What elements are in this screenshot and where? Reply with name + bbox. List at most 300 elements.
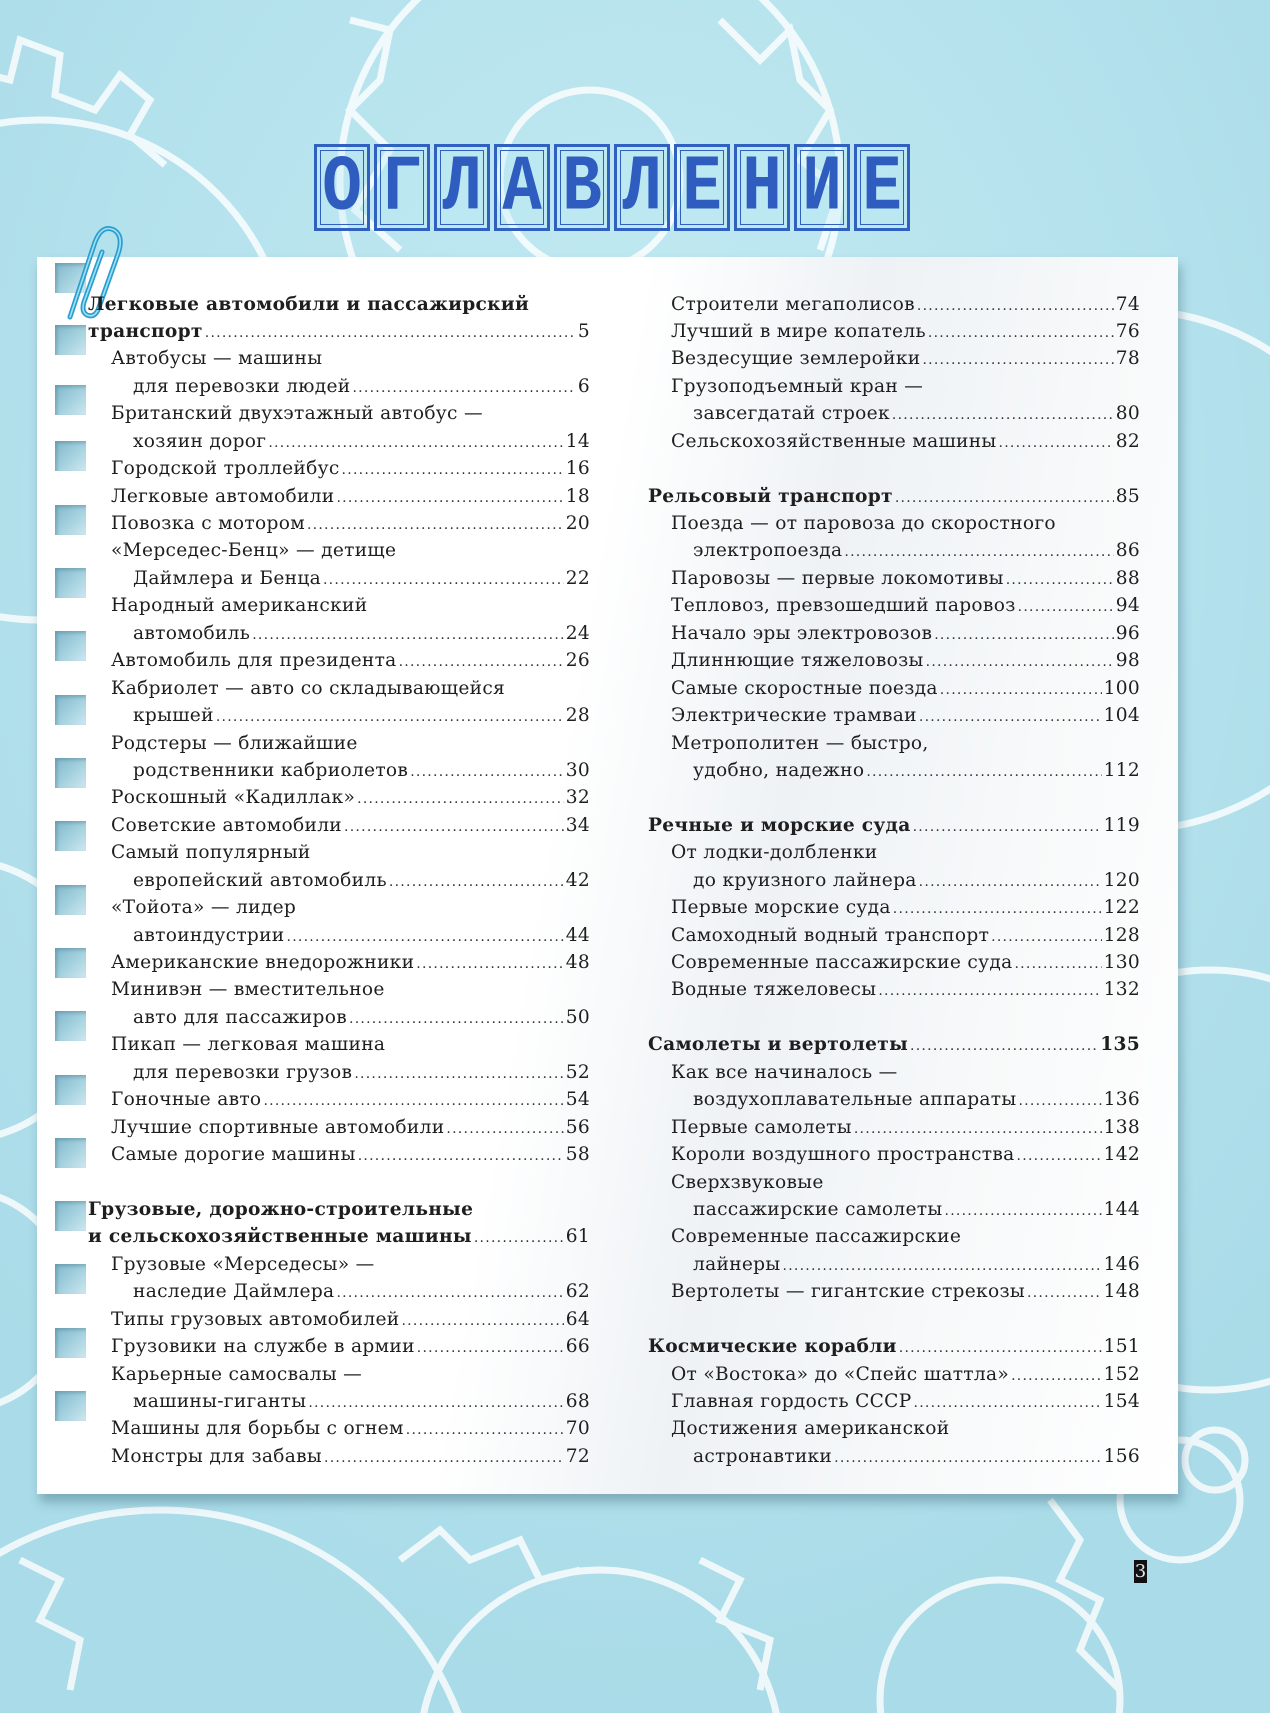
dot-leader — [928, 320, 1114, 347]
dot-leader — [342, 457, 564, 484]
toc-page-number: 16 — [565, 458, 590, 480]
toc-entry-title: Достижения американской — [671, 1418, 950, 1440]
toc-page-number: 48 — [565, 952, 590, 973]
toc-page-number: 24 — [565, 622, 590, 644]
title-letter-box: Н — [734, 144, 790, 231]
dot-leader — [307, 512, 564, 539]
toc-page-number: 88 — [1115, 567, 1140, 589]
toc-entry-title: Народный американский — [111, 595, 368, 617]
toc-entry-title: Первые самолеты — [671, 1116, 852, 1138]
notebook-hole — [55, 1201, 86, 1231]
toc-page-number: 26 — [565, 650, 590, 672]
toc-entry-title: Лучший в мире копатель — [671, 320, 926, 342]
toc-entry[interactable] — [88, 1415, 590, 1442]
dot-leader — [1006, 567, 1114, 594]
toc-entry-title: до круизного лайнера — [693, 869, 917, 891]
dot-leader — [358, 1143, 564, 1170]
toc-entry-title: Вездесущие землеройки — [671, 348, 921, 370]
dot-leader — [205, 320, 576, 347]
toc-entry-title: удобно, надежно — [693, 759, 865, 781]
dot-leader — [401, 1308, 563, 1335]
toc-entry[interactable] — [88, 784, 590, 811]
toc-entry[interactable] — [88, 592, 590, 619]
toc-entry[interactable] — [88, 1388, 590, 1415]
toc-entry-title: Сверхзвуковые — [671, 1171, 824, 1193]
notebook-hole — [55, 948, 86, 978]
dot-leader — [878, 978, 1101, 1005]
toc-page-number: 86 — [1115, 540, 1140, 562]
toc-entry[interactable] — [88, 1141, 590, 1168]
dot-leader — [474, 1225, 564, 1252]
notebook-hole — [55, 885, 86, 915]
toc-page-number: 54 — [565, 1089, 590, 1111]
notebook-hole — [55, 1075, 86, 1105]
toc-entry[interactable] — [648, 400, 1140, 427]
toc-entry-title: Современные пассажирские суда — [671, 952, 1013, 973]
toc-spacer — [648, 1306, 1140, 1333]
toc-page-number: 28 — [565, 705, 590, 727]
toc-page-number: 20 — [565, 513, 590, 534]
toc-entry[interactable] — [88, 702, 590, 729]
dot-leader — [446, 1116, 563, 1143]
dot-leader — [344, 814, 564, 841]
toc-page-number: 44 — [565, 924, 590, 946]
dot-leader — [895, 485, 1114, 512]
dot-leader — [1018, 1088, 1101, 1115]
dot-leader — [917, 293, 1114, 320]
toc-page-number: 56 — [565, 1116, 590, 1138]
notebook-hole — [55, 758, 86, 788]
toc-entry-title: Самые дорогие машины — [111, 1144, 356, 1166]
toc-entry[interactable] — [648, 318, 1140, 345]
toc-entry[interactable] — [648, 1196, 1140, 1223]
toc-entry[interactable] — [648, 839, 1140, 866]
toc-entry[interactable] — [88, 730, 590, 757]
toc-entry-title: «Мерседес-Бенц» — детище — [111, 540, 397, 562]
dot-leader — [913, 814, 1102, 841]
toc-entry-title: крышей — [133, 705, 214, 727]
toc-entry[interactable] — [88, 647, 590, 674]
notebook-hole — [55, 1011, 86, 1041]
notebook-hole — [55, 505, 86, 535]
toc-entry[interactable] — [648, 949, 1140, 976]
toc-entry[interactable] — [88, 1278, 590, 1305]
dot-leader — [336, 1280, 563, 1307]
toc-entry-title: Типы грузовых автомобилей — [111, 1308, 400, 1330]
toc-spacer — [88, 1169, 590, 1196]
toc-entry-title: Сельскохозяйственные машины — [671, 430, 997, 452]
toc-entry[interactable] — [88, 1333, 590, 1360]
dot-leader — [910, 1033, 1098, 1060]
toc-entry[interactable] — [88, 1086, 590, 1113]
toc-entry[interactable] — [88, 1251, 590, 1278]
toc-entry-title: Рельсовый транспорт — [648, 485, 893, 507]
toc-entry[interactable] — [648, 428, 1140, 455]
dot-leader — [1011, 1363, 1102, 1390]
toc-page-number: 119 — [1103, 814, 1140, 836]
toc-entry[interactable] — [648, 1086, 1140, 1113]
toc-entry[interactable] — [648, 1388, 1140, 1415]
dot-leader — [926, 649, 1114, 676]
page-title — [314, 141, 910, 232]
dot-leader — [919, 704, 1102, 731]
toc-entry[interactable] — [648, 702, 1140, 729]
toc-page-number: 68 — [565, 1391, 590, 1412]
dot-leader — [349, 1006, 564, 1033]
toc-entry-title: Карьерные самосвалы — — [111, 1363, 363, 1385]
toc-entry[interactable] — [88, 1306, 590, 1333]
dot-leader — [922, 347, 1113, 374]
toc-entry-title: машины-гиганты — [133, 1391, 307, 1412]
toc-entry[interactable] — [648, 620, 1140, 647]
toc-section-heading[interactable] — [648, 483, 1140, 510]
toc-page-number: 30 — [565, 759, 590, 781]
dot-leader — [389, 869, 564, 896]
toc-entry[interactable] — [88, 1059, 590, 1086]
toc-page-number: 154 — [1103, 1391, 1140, 1412]
dot-leader — [844, 539, 1113, 566]
title-letter-box: И — [794, 144, 850, 231]
toc-entry-title: Роскошный «Кадиллак» — [111, 787, 356, 809]
notebook-hole — [55, 631, 86, 661]
toc-entry-title: автоиндустрии — [133, 924, 285, 946]
toc-page-number: 6 — [577, 375, 590, 397]
dot-leader — [417, 1335, 564, 1362]
toc-entry[interactable] — [88, 922, 590, 949]
toc-page-number: 122 — [1103, 897, 1140, 919]
dot-leader — [945, 1198, 1102, 1225]
notebook-hole — [55, 1391, 86, 1421]
toc-entry-title: Вертолеты — гигантские стрекозы — [671, 1281, 1026, 1303]
toc-entry-title: завсегдатай строек — [693, 403, 890, 425]
toc-entry-title: Самолеты и вертолеты — [648, 1034, 909, 1056]
toc-entry-title: Советские автомобили — [111, 814, 343, 836]
toc-entry-title: Метрополитен — быстро, — [671, 732, 929, 754]
toc-entry[interactable] — [648, 373, 1140, 400]
dot-leader — [1027, 1280, 1102, 1307]
toc-entry[interactable] — [648, 1059, 1140, 1086]
toc-section-heading[interactable] — [88, 1196, 590, 1223]
toc-page-number: 78 — [1115, 348, 1140, 370]
title-letter-box: Л — [614, 144, 670, 231]
toc-entry[interactable] — [648, 1223, 1140, 1250]
toc-entry[interactable] — [648, 647, 1140, 674]
toc-section-heading[interactable] — [88, 291, 590, 318]
toc-entry[interactable] — [648, 592, 1140, 619]
toc-entry-title: астронавтики — [693, 1445, 833, 1467]
dot-leader — [323, 567, 564, 594]
dot-leader — [899, 1335, 1102, 1362]
page-number-badge: 3 — [1134, 1561, 1147, 1582]
toc-page-number: 61 — [565, 1226, 590, 1248]
toc-page-number: 22 — [565, 567, 590, 589]
toc-page-number: 148 — [1103, 1281, 1140, 1303]
toc-entry[interactable] — [88, 428, 590, 455]
notebook-hole — [55, 385, 86, 415]
toc-entry-title: От «Востока» до «Спейс шаттла» — [671, 1363, 1010, 1385]
toc-page-number: 58 — [565, 1144, 590, 1166]
toc-page-number: 120 — [1103, 869, 1140, 891]
notebook-hole — [55, 568, 86, 598]
toc-entry[interactable] — [88, 976, 590, 1003]
title-letter-box: Е — [674, 144, 730, 231]
toc-entry-title: Самоходный водный транспорт — [671, 924, 990, 946]
toc-entry[interactable] — [648, 1361, 1140, 1388]
toc-entry[interactable] — [88, 675, 590, 702]
toc-entry[interactable] — [88, 455, 590, 482]
dot-leader — [999, 430, 1114, 457]
toc-entry[interactable] — [648, 1415, 1140, 1442]
toc-entry-title: европейский автомобиль — [133, 869, 387, 891]
dot-leader — [783, 1253, 1102, 1280]
dot-leader — [410, 759, 564, 786]
toc-entry[interactable] — [648, 675, 1140, 702]
toc-entry-title: Паровозы — первые локомотивы — [671, 567, 1004, 589]
toc-entry-title: Строители мегаполисов — [671, 293, 915, 315]
toc-page-number: 144 — [1103, 1198, 1140, 1220]
toc-entry-title: пассажирские самолеты — [693, 1198, 943, 1220]
toc-page-number: 85 — [1115, 485, 1140, 507]
dot-leader — [252, 622, 564, 649]
toc-entry-title: авто для пассажиров — [133, 1006, 347, 1028]
toc-entry-title: Гоночные авто — [111, 1089, 262, 1111]
toc-page-number: 128 — [1103, 924, 1140, 946]
toc-entry-title: Автомобиль для президента — [111, 650, 397, 672]
toc-entry[interactable] — [88, 839, 590, 866]
dot-leader — [354, 1061, 563, 1088]
toc-entry[interactable] — [648, 1141, 1140, 1168]
toc-entry-title: Лучшие спортивные автомобили — [111, 1116, 445, 1138]
toc-entry-title: Кабриолет — авто со складывающейся — [111, 677, 506, 699]
toc-entry-title: Грузовые «Мерседесы» — — [111, 1253, 375, 1275]
toc-entry-title: Главная гордость СССР — [671, 1391, 912, 1412]
toc-page-number: 42 — [565, 869, 590, 891]
toc-entry-title: Городской троллейбус — [111, 458, 340, 480]
notebook-hole — [55, 1328, 86, 1358]
dot-leader — [991, 924, 1101, 951]
dot-leader — [866, 759, 1101, 786]
dot-leader — [834, 1445, 1101, 1472]
title-letter-box: Г — [374, 144, 430, 231]
toc-page-number: 72 — [565, 1445, 590, 1467]
dot-leader — [263, 1088, 563, 1115]
toc-entry-title: Поезда — от паровоза до скоростного — [671, 513, 1056, 534]
toc-page-number: 146 — [1103, 1253, 1140, 1275]
toc-entry-title: Родстеры — ближайшие — [111, 732, 358, 754]
toc-entry[interactable] — [648, 976, 1140, 1003]
toc-page-number: 151 — [1103, 1336, 1140, 1358]
toc-entry-title: автомобиль — [133, 622, 251, 644]
toc-entry[interactable] — [88, 620, 590, 647]
toc-entry-title: Автобусы — машины — [111, 348, 323, 370]
toc-entry[interactable] — [648, 894, 1140, 921]
toc-entry-title: для перевозки людей — [133, 375, 351, 397]
toc-entry[interactable] — [88, 373, 590, 400]
toc-entry-title: Машины для борьбы с огнем — [111, 1418, 404, 1440]
toc-entry[interactable] — [88, 537, 590, 564]
dot-leader — [399, 649, 564, 676]
toc-entry[interactable] — [88, 949, 590, 976]
toc-page-number: 104 — [1103, 705, 1140, 727]
toc-entry[interactable] — [88, 1114, 590, 1141]
toc-page-number: 62 — [565, 1281, 590, 1303]
toc-entry[interactable] — [88, 345, 590, 372]
toc-entry[interactable] — [648, 345, 1140, 372]
toc-entry-title: Повозка с мотором — [111, 513, 305, 534]
dot-leader — [1014, 951, 1101, 978]
title-letter-box: Л — [434, 144, 490, 231]
toc-entry[interactable] — [648, 1169, 1140, 1196]
toc-page-number: 50 — [565, 1006, 590, 1028]
toc-page-number: 14 — [565, 430, 590, 452]
notebook-hole — [55, 325, 86, 355]
toc-entry[interactable] — [88, 510, 590, 537]
dot-leader — [892, 402, 1114, 429]
toc-entry[interactable] — [88, 757, 590, 784]
toc-entry[interactable] — [88, 894, 590, 921]
toc-page-number: 32 — [565, 787, 590, 809]
toc-entry[interactable] — [88, 812, 590, 839]
toc-entry-title: Британский двухэтажный автобус — — [111, 403, 483, 425]
toc-entry-title: Даймлера и Бенца — [133, 567, 321, 589]
toc-entry[interactable] — [88, 565, 590, 592]
toc-entry-title: наследие Даймлера — [133, 1281, 335, 1303]
dot-leader — [940, 677, 1102, 704]
toc-page-number: 74 — [1115, 293, 1140, 315]
title-letter-box: Е — [854, 144, 910, 231]
toc-spacer — [648, 455, 1140, 482]
toc-entry-title: Тепловоз, превзошедший паровоз — [671, 595, 1016, 617]
toc-left-column — [88, 291, 590, 1471]
toc-entry[interactable] — [648, 867, 1140, 894]
notebook-hole — [55, 695, 86, 725]
toc-entry-title: Монстры для забавы — [111, 1445, 323, 1467]
toc-entry[interactable] — [648, 565, 1140, 592]
dot-leader — [1017, 1143, 1102, 1170]
toc-entry[interactable] — [648, 1114, 1140, 1141]
toc-page-number: 80 — [1115, 403, 1140, 425]
toc-entry-title: Водные тяжеловесы — [671, 979, 877, 1001]
toc-entry-title: воздухоплавательные аппараты — [693, 1089, 1017, 1111]
toc-page-number: 98 — [1115, 650, 1140, 672]
toc-page-number: 76 — [1115, 320, 1140, 342]
toc-entry[interactable] — [88, 400, 590, 427]
toc-entry-title: Минивэн — вместительное — [111, 979, 385, 1001]
dot-leader — [914, 1390, 1102, 1417]
toc-page-number: 52 — [565, 1061, 590, 1083]
toc-entry-title: хозяин дорог — [133, 430, 267, 452]
toc-page-number: 132 — [1103, 979, 1140, 1001]
toc-entry-title: Пикап — легковая машина — [111, 1034, 386, 1056]
toc-page-number: 82 — [1115, 430, 1140, 452]
toc-section-heading[interactable] — [648, 1031, 1140, 1058]
toc-entry-title: Длиннющие тяжеловозы — [671, 650, 924, 672]
toc-entry-title: Самый популярный — [111, 842, 311, 864]
toc-entry-title: Первые морские суда — [671, 897, 891, 919]
toc-entry-title: электропоезда — [693, 540, 843, 562]
toc-entry-title: Легковые автомобили и пассажирский — [88, 293, 530, 315]
dot-leader — [416, 951, 563, 978]
toc-entry[interactable] — [88, 1443, 590, 1470]
toc-page-number: 66 — [565, 1336, 590, 1358]
toc-entry[interactable] — [648, 510, 1140, 537]
title-letter-box: О — [314, 144, 370, 231]
toc-section-heading[interactable] — [88, 1223, 590, 1250]
toc-section-heading[interactable] — [648, 1333, 1140, 1360]
notebook-hole — [55, 441, 86, 471]
toc-entry-title: От лодки-долбленки — [671, 842, 878, 864]
toc-page-number: 138 — [1103, 1116, 1140, 1138]
toc-page-number: 96 — [1115, 622, 1140, 644]
toc-page-number: 5 — [577, 320, 590, 342]
toc-entry[interactable] — [648, 1278, 1140, 1305]
toc-entry[interactable] — [88, 867, 590, 894]
toc-spacer — [648, 1004, 1140, 1031]
dot-leader — [934, 622, 1114, 649]
dot-leader — [287, 924, 564, 951]
toc-entry-title: лайнеры — [693, 1253, 781, 1275]
toc-entry[interactable] — [648, 922, 1140, 949]
toc-entry[interactable] — [88, 1361, 590, 1388]
dot-leader — [352, 375, 575, 402]
toc-entry-title: транспорт — [88, 320, 203, 342]
dot-leader — [268, 430, 563, 457]
toc-entry-title: для перевозки грузов — [133, 1061, 353, 1083]
toc-entry-title: родственники кабриолетов — [133, 759, 409, 781]
toc-entry-title: Космические корабли — [648, 1336, 897, 1358]
toc-entry-title: Как все начиналось — — [671, 1061, 898, 1083]
toc-page-number: 130 — [1103, 952, 1140, 973]
toc-page-number: 70 — [565, 1418, 590, 1440]
title-letter-box: А — [494, 144, 550, 231]
toc-entry[interactable] — [648, 537, 1140, 564]
dot-leader — [357, 786, 564, 813]
notebook-hole — [55, 1264, 86, 1294]
toc-entry-title: Речные и морские суда — [648, 814, 911, 836]
toc-entry-title: Начало эры электровозов — [671, 622, 933, 644]
toc-entry[interactable] — [88, 1031, 590, 1058]
toc-entry-title: Современные пассажирские — [671, 1226, 962, 1248]
dot-leader — [324, 1445, 564, 1472]
toc-page-number: 18 — [565, 485, 590, 507]
toc-entry[interactable] — [648, 1251, 1140, 1278]
toc-entry[interactable] — [88, 483, 590, 510]
toc-entry-title: Короли воздушного пространства — [671, 1144, 1015, 1166]
toc-entry[interactable] — [648, 1443, 1140, 1470]
toc-entry-title: Самые скоростные поезда — [671, 677, 938, 699]
toc-entry-title: Легковые автомобили — [111, 485, 335, 507]
toc-page-number: 94 — [1115, 595, 1140, 617]
toc-page-number: 112 — [1103, 759, 1140, 781]
dot-leader — [216, 704, 564, 731]
toc-page-number: 142 — [1103, 1144, 1140, 1166]
dot-leader — [1018, 594, 1114, 621]
toc-entry[interactable] — [648, 291, 1140, 318]
toc-entry[interactable] — [648, 730, 1140, 757]
toc-right-column — [648, 291, 1140, 1471]
title-letter-box: В — [554, 144, 610, 231]
toc-entry[interactable] — [648, 757, 1140, 784]
toc-section-heading[interactable] — [648, 812, 1140, 839]
dot-leader — [406, 1417, 564, 1444]
toc-entry[interactable] — [88, 1004, 590, 1031]
dot-leader — [336, 485, 563, 512]
toc-section-heading[interactable] — [88, 318, 590, 345]
toc-entry-title: и сельскохозяйственные машины — [88, 1226, 472, 1248]
dot-leader — [893, 896, 1102, 923]
toc-page-number: 100 — [1103, 677, 1140, 699]
toc-page-number: 136 — [1103, 1089, 1140, 1111]
